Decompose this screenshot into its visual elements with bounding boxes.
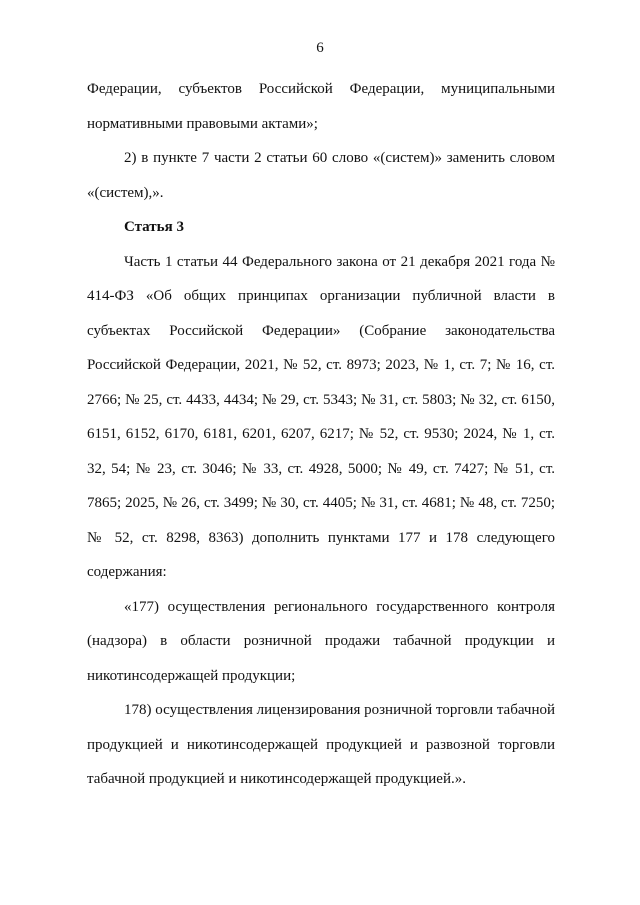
paragraph-item-177: «177) осуществления регионального государственного контроля (надзора) в области розничной продажи табачной продукции и никотинсодержащей продукции;	[87, 598, 555, 684]
article-heading: Статья 3	[124, 219, 184, 235]
document-body	[87, 72, 555, 797]
paragraph-article-3: Часть 1 статьи 44 Федерального закона от 21 декабря 2021 года № 414-ФЗ «Об общих принципах организации публичной власти в субъектах Российской Федерации» (Собрание законодательства Российской Федерации, 2021, № 52, ст. 8973; 2023, № 1, ст. 7; № 16, ст. 2766; № 25, ст. 4433, 4434; № 29, ст. 5343; № 31, ст. 5803; № 32, ст. 6150, 6151, 6152, 6170, 6181, 6201, 6207, 6217; № 52, ст. 9530; 2024, № 1, ст. 32, 54; № 23, ст. 3046; № 33, ст. 4928, 5000; № 49, ст. 7427; № 51, ст. 7865; 2025, № 26, ст. 3499; № 30, ст. 4405; № 31, ст. 4681; № 48, ст. 7250; № 52, ст. 8298, 8363) дополнить пунктами 177 и 178 следующего содержания:	[87, 253, 555, 580]
page-number: 6	[316, 40, 324, 56]
paragraph-item-178: 178) осуществления лицензирования розничной торговли табачной продукцией и никотинсодержащей продукцией и развозной торговли табачной продукцией и никотинсодержащей продукцией.».	[87, 702, 555, 787]
paragraph-continuation: Федерации, субъектов Российской Федерации, муниципальными нормативными правовыми актами»;	[87, 81, 555, 132]
paragraph-item-2: 2) в пункте 7 части 2 статьи 60 слово «(систем)» заменить словом «(систем),».	[87, 150, 555, 201]
